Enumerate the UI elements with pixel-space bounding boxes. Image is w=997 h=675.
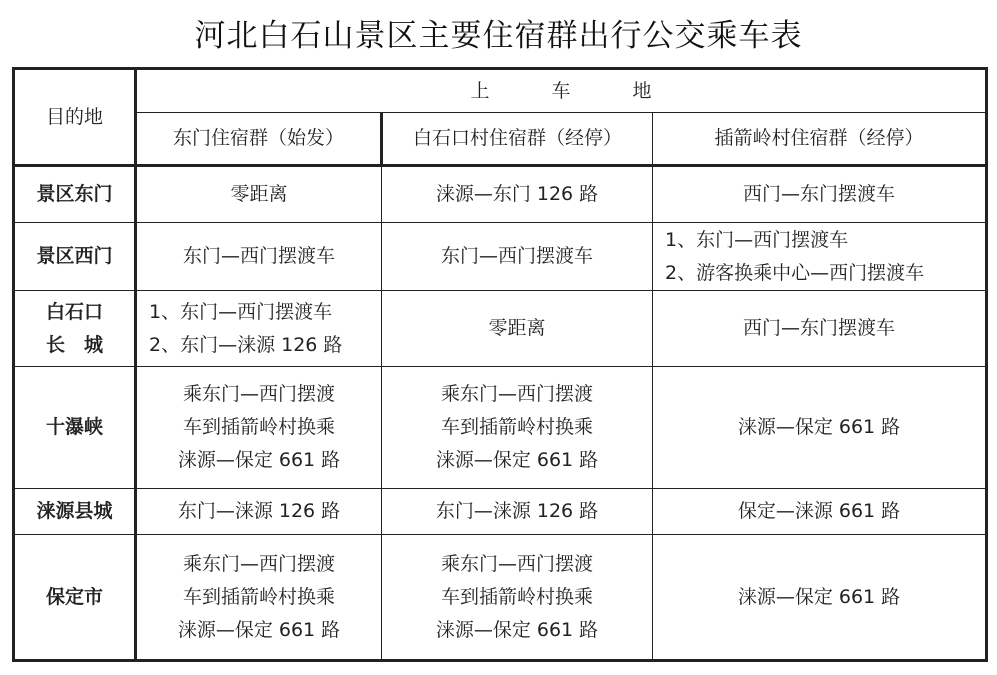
cell: 零距离 (136, 166, 382, 223)
cell: 涞源—保定 661 路 (653, 535, 987, 661)
cell: 西门—东门摆渡车 (653, 291, 987, 367)
row-dest: 保定市 (14, 535, 136, 661)
cell: 保定—涞源 661 路 (653, 489, 987, 535)
row-dest: 景区东门 (14, 166, 136, 223)
cell: 乘东门—西门摆渡 车到插箭岭村换乘 涞源—保定 661 路 (136, 535, 382, 661)
row-dest: 白石口 长 城 (14, 291, 136, 367)
cell: 东门—西门摆渡车 (382, 223, 653, 291)
page-title: 河北白石山景区主要住宿群出行公交乘车表 (194, 18, 803, 54)
header-row-cols (14, 113, 987, 166)
row-dest: 十瀑峡 (14, 367, 136, 489)
cell: 零距离 (382, 291, 653, 367)
destination-header: 目的地 (14, 69, 136, 166)
cell: 涞源—保定 661 路 (653, 367, 987, 489)
cell: 东门—西门摆渡车 (136, 223, 382, 291)
bus-schedule-table (12, 67, 988, 662)
table-row (14, 223, 987, 291)
header-row-top (14, 69, 987, 113)
cell: 乘东门—西门摆渡 车到插箭岭村换乘 涞源—保定 661 路 (136, 367, 382, 489)
table-row (14, 489, 987, 535)
row-dest: 景区西门 (14, 223, 136, 291)
col-header-chajianling: 插箭岭村住宿群（经停） (653, 113, 987, 166)
cell: 乘东门—西门摆渡 车到插箭岭村换乘 涞源—保定 661 路 (382, 535, 653, 661)
cell: 东门—涞源 126 路 (382, 489, 653, 535)
cell: 涞源—东门 126 路 (382, 166, 653, 223)
table-row (14, 367, 987, 489)
table-row (14, 166, 987, 223)
row-dest: 涞源县城 (14, 489, 136, 535)
boarding-header: 上 车 地 (136, 69, 987, 113)
cell: 东门—涞源 126 路 (136, 489, 382, 535)
cell: 1、东门—西门摆渡车 2、东门—涞源 126 路 (136, 291, 382, 367)
cell: 1、东门—西门摆渡车 2、游客换乘中心—西门摆渡车 (653, 223, 987, 291)
cell: 乘东门—西门摆渡 车到插箭岭村换乘 涞源—保定 661 路 (382, 367, 653, 489)
col-header-east-gate: 东门住宿群（始发） (136, 113, 382, 166)
col-header-baishikou: 白石口村住宿群（经停） (382, 113, 653, 166)
table-row (14, 291, 987, 367)
table-row (14, 535, 987, 661)
cell: 西门—东门摆渡车 (653, 166, 987, 223)
